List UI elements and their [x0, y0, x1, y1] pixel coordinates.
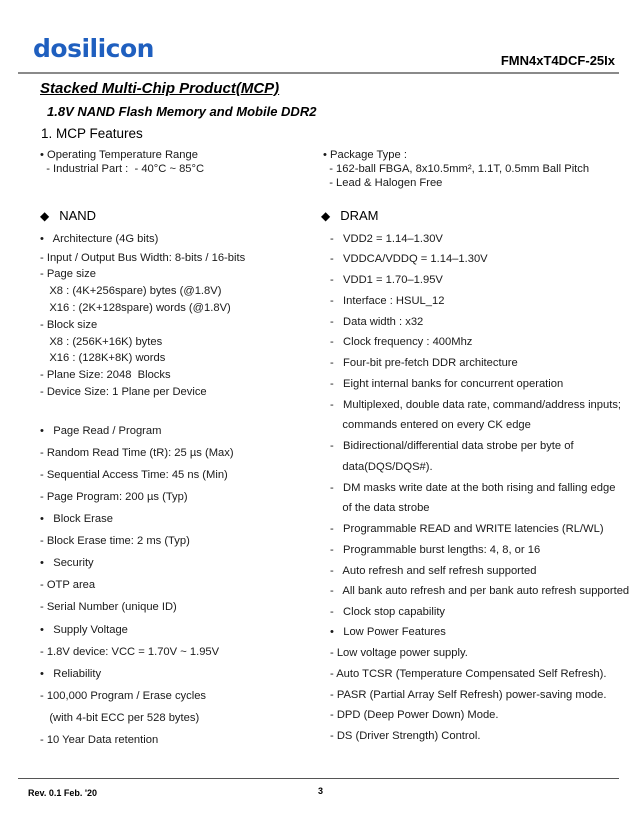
list-item: - Clock frequency : 400Mhz [330, 336, 473, 348]
feature-line: • Package Type : [323, 149, 407, 161]
list-item: - Four-bit pre-fetch DDR architecture [330, 357, 518, 369]
mcp-features-right [323, 148, 589, 190]
nand-heading [40, 208, 96, 223]
list-item: • Security [40, 557, 94, 569]
list-item: - Random Read Time (tR): 25 µs (Max) [40, 447, 234, 459]
feature-line: - Industrial Part : - 40°C ~ 85°C [40, 163, 205, 175]
list-item: - Eight internal banks for concurrent operation [330, 378, 564, 390]
list-item: - Bidirectional/differential data strobe per byte of [330, 440, 574, 452]
feature-line: • Operating Temperature Range [40, 149, 198, 161]
list-item: - Page size [40, 268, 96, 280]
list-item: - Multiplexed, double data rate, command/address inputs; [330, 399, 622, 411]
list-item: X16 : (128K+8K) words [40, 352, 166, 364]
list-item: - DM masks write date at the both rising and falling edge [330, 482, 616, 494]
list-item: X16 : (2K+128spare) words (@1.8V) [40, 302, 231, 314]
list-item: of the data strobe [330, 502, 430, 514]
revision-label: Rev. 0.1 Feb. '20 [28, 788, 98, 798]
list-item: - DS (Driver Strength) Control. [330, 730, 481, 742]
list-item: - All bank auto refresh and per bank auto refresh supported [330, 585, 630, 597]
section-heading: 1. MCP Features [41, 126, 143, 141]
feature-line: - 162-ball FBGA, 8x10.5mm², 1.1T, 0.5mm Ball Pitch [323, 163, 590, 175]
page-number: 3 [318, 786, 324, 796]
list-item: - 1.8V device: VCC = 1.70V ~ 1.95V [40, 646, 220, 658]
list-item: - Programmable READ and WRITE latencies (RL/WL) [330, 523, 604, 535]
list-item: - Block size [40, 319, 98, 331]
document-subtitle: 1.8V NAND Flash Memory and Mobile DDR2 [47, 104, 317, 119]
list-item: - Plane Size: 2048 Blocks [40, 369, 171, 381]
list-item: - Data width : x32 [330, 316, 424, 328]
list-item: - VDD1 = 1.70–1.95V [330, 274, 443, 286]
dram-heading-label: DRAM [340, 208, 379, 223]
list-item: • Page Read / Program [40, 425, 162, 437]
part-number: FMN4xT4DCF-25Ix [500, 53, 615, 68]
dram-heading [321, 208, 379, 223]
mcp-features-left [40, 148, 204, 176]
list-item: - Programmable burst lengths: 4, 8, or 16 [330, 544, 541, 556]
header-divider [18, 72, 619, 74]
list-item: - Clock stop capability [330, 606, 446, 618]
list-item: - Input / Output Bus Width: 8-bits / 16-bits [40, 252, 246, 264]
list-item: - VDD2 = 1.14–1.30V [330, 233, 443, 245]
list-item: • Architecture (4G bits) [40, 233, 159, 245]
list-item: - Block Erase time: 2 ms (Typ) [40, 535, 190, 547]
footer-divider [18, 778, 619, 779]
list-item: - Auto TCSR (Temperature Compensated Self Refresh). [330, 668, 607, 680]
diamond-bullet-icon: ◆ [40, 208, 50, 223]
list-item: - Sequential Access Time: 45 ns (Min) [40, 469, 228, 481]
list-item: - Serial Number (unique ID) [40, 601, 177, 613]
document-title: Stacked Multi-Chip Product(MCP) [40, 80, 280, 97]
list-item: - Auto refresh and self refresh supported [330, 565, 537, 577]
list-item: • Low Power Features [330, 626, 446, 638]
list-item: - 10 Year Data retention [40, 734, 159, 746]
list-item: - Page Program: 200 µs (Typ) [40, 491, 188, 503]
list-item: - Interface : HSUL_12 [330, 295, 445, 307]
company-logo: dosilicon [33, 34, 154, 63]
list-item: - Low voltage power supply. [330, 647, 468, 659]
list-item: • Reliability [40, 668, 102, 680]
list-item: commands entered on every CK edge [330, 419, 531, 431]
list-item: X8 : (4K+256spare) bytes (@1.8V) [40, 285, 222, 297]
list-item: (with 4-bit ECC per 528 bytes) [40, 712, 200, 724]
list-item: • Block Erase [40, 513, 113, 525]
list-item: - Device Size: 1 Plane per Device [40, 386, 207, 398]
list-item: - DPD (Deep Power Down) Mode. [330, 709, 499, 721]
list-item: - OTP area [40, 579, 96, 591]
list-item: - 100,000 Program / Erase cycles [40, 690, 207, 702]
diamond-bullet-icon: ◆ [321, 208, 331, 223]
list-item: - VDDCA/VDDQ = 1.14–1.30V [330, 253, 488, 265]
list-item: • Supply Voltage [40, 624, 128, 636]
list-item: X8 : (256K+16K) bytes [40, 336, 163, 348]
feature-line: - Lead & Halogen Free [323, 177, 443, 189]
list-item: - PASR (Partial Array Self Refresh) power-saving mode. [330, 689, 607, 701]
list-item: data(DQS/DQS#). [330, 461, 433, 473]
nand-heading-label: NAND [59, 208, 97, 223]
